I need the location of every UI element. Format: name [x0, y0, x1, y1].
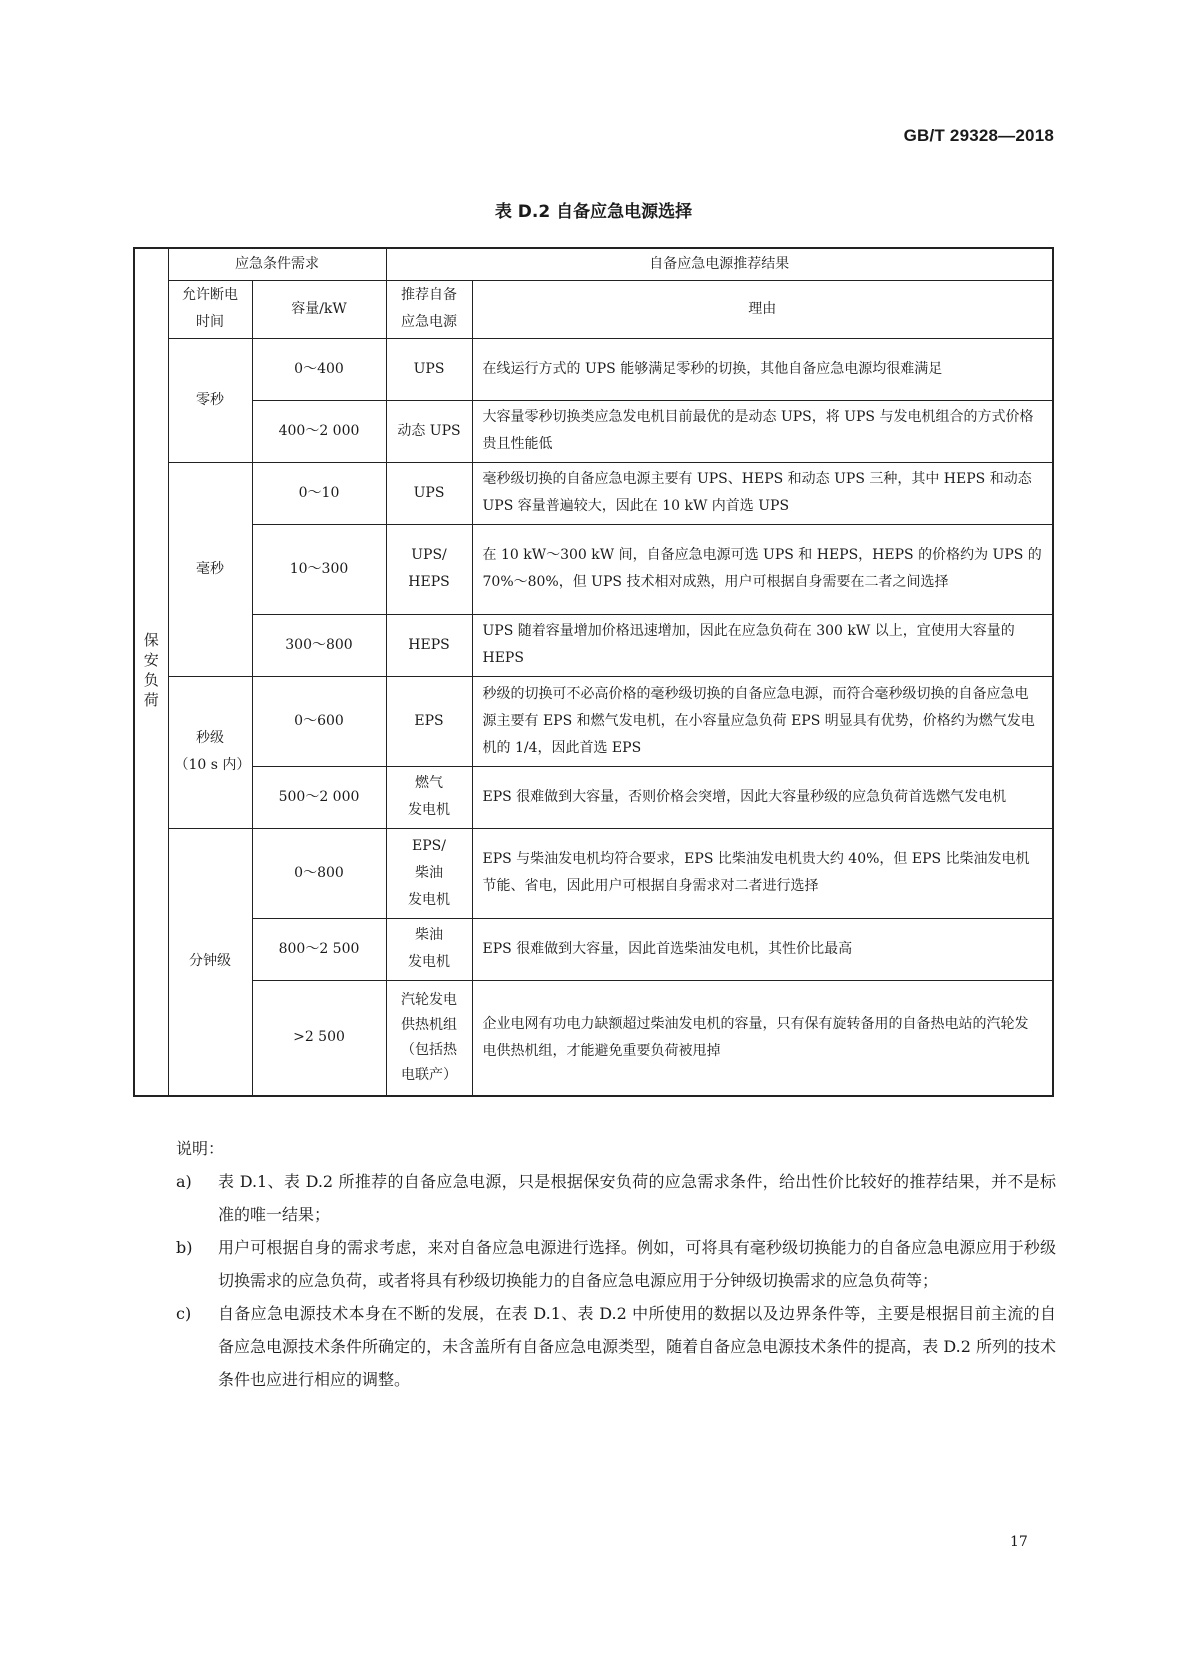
table-row — [134, 676, 1053, 766]
capacity-cell: 800～2 500 — [252, 918, 386, 980]
source-cell: 汽轮发电 供热机组 （包括热 电联产） — [386, 980, 472, 1096]
reason-cell: 大容量零秒切换类应急发电机目前最优的是动态 UPS，将 UPS 与发电机组合的方式价格贵且性能低 — [472, 400, 1053, 462]
table-row — [134, 462, 1053, 524]
capacity-cell: >2 500 — [252, 980, 386, 1096]
time-cell: 秒级 （10 s 内） — [168, 676, 252, 828]
reason-cell: 在 10 kW～300 kW 间，自备应急电源可选 UPS 和 HEPS，HEPS 的价格约为 UPS 的 70%～80%，但 UPS 技术相对成熟，用户可根据自身需要在二者之间选择 — [472, 524, 1053, 614]
reason-cell: EPS 很难做到大容量，因此首选柴油发电机，其性价比最高 — [472, 918, 1053, 980]
note-text: 自备应急电源技术本身在不断的发展，在表 D.1、表 D.2 中所使用的数据以及边界条件等，主要是根据目前主流的自备应急电源技术条件所确定的，未含盖所有自备应急电源类型，随着自备应急电源技术条件的提高，表 D.2 所列的技术条件也应进行相应的调整。 — [218, 1304, 1056, 1389]
note-text: 用户可根据自身的需求考虑，来对自备应急电源进行选择。例如，可将具有毫秒级切换能力的自备应急电源应用于秒级切换需求的应急负荷，或者将具有秒级切换能力的自备应急电源应用于分钟级切换需求的应急负荷等； — [218, 1238, 1056, 1290]
source-cell: UPS/ HEPS — [386, 524, 472, 614]
standard-number: GB/T 29328—2018 — [903, 126, 1054, 145]
source-cell: 柴油 发电机 — [386, 918, 472, 980]
table-row — [134, 524, 1053, 614]
table-row — [134, 766, 1053, 828]
time-cell: 分钟级 — [168, 828, 252, 1096]
capacity-cell: 0～400 — [252, 338, 386, 400]
side-label-cell — [134, 248, 168, 1096]
reason-cell: UPS 随着容量增加价格迅速增加，因此在应急负荷在 300 kW 以上，宜使用大容量的 HEPS — [472, 614, 1053, 676]
side-label: 保安负荷 — [143, 630, 159, 709]
capacity-cell: 500～2 000 — [252, 766, 386, 828]
note-item — [176, 1297, 1056, 1396]
time-cell: 零秒 — [168, 338, 252, 462]
source-cell: UPS — [386, 338, 472, 400]
col-header-source: 推荐自备 应急电源 — [386, 280, 472, 338]
reason-cell: EPS 很难做到大容量，否则价格会突增，因此大容量秒级的应急负荷首选燃气发电机 — [472, 766, 1053, 828]
reason-cell: 企业电网有功电力缺额超过柴油发电机的容量，只有保有旋转备用的自备热电站的汽轮发电供热机组，才能避免重要负荷被甩掉 — [472, 980, 1053, 1096]
source-cell: UPS — [386, 462, 472, 524]
note-text: 表 D.1、表 D.2 所推荐的自备应急电源，只是根据保安负荷的应急需求条件，给出性价比较好的推荐结果，并不是标准的唯一结果； — [218, 1172, 1056, 1224]
table-row — [134, 614, 1053, 676]
reason-cell: 毫秒级切换的自备应急电源主要有 UPS、HEPS 和动态 UPS 三种，其中 HEPS 和动态 UPS 容量普遍较大，因此在 10 kW 内首选 UPS — [472, 462, 1053, 524]
source-cell: 燃气 发电机 — [386, 766, 472, 828]
source-cell: EPS — [386, 676, 472, 766]
reason-cell: 秒级的切换可不必高价格的毫秒级切换的自备应急电源，而符合毫秒级切换的自备应急电源主要有 EPS 和燃气发电机，在小容量应急负荷 EPS 明显具有优势，价格约为燃气发电机的 1/4，因此首选 EPS — [472, 676, 1053, 766]
capacity-cell: 400～2 000 — [252, 400, 386, 462]
col-header-capacity: 容量/kW — [252, 280, 386, 338]
notes-section — [176, 1132, 1056, 1396]
table-row — [134, 400, 1053, 462]
note-label: a) — [176, 1172, 192, 1191]
note-item — [176, 1231, 1056, 1297]
table-row — [134, 338, 1053, 400]
note-label: c) — [176, 1304, 192, 1323]
reason-cell: EPS 与柴油发电机均符合要求，EPS 比柴油发电机贵大约 40%，但 EPS 比柴油发电机节能、省电，因此用户可根据自身需求对二者进行选择 — [472, 828, 1053, 918]
source-cell: HEPS — [386, 614, 472, 676]
note-label: b) — [176, 1238, 193, 1257]
power-source-table — [133, 247, 1054, 1097]
source-cell: 动态 UPS — [386, 400, 472, 462]
note-item — [176, 1165, 1056, 1231]
reason-cell: 在线运行方式的 UPS 能够满足零秒的切换，其他自备应急电源均很难满足 — [472, 338, 1053, 400]
col-header-reason: 理由 — [472, 280, 1053, 338]
capacity-cell: 0～10 — [252, 462, 386, 524]
header-group-left: 应急条件需求 — [168, 248, 386, 280]
table-row — [134, 918, 1053, 980]
capacity-cell: 0～600 — [252, 676, 386, 766]
source-cell: EPS/ 柴油 发电机 — [386, 828, 472, 918]
capacity-cell: 0～800 — [252, 828, 386, 918]
col-header-time: 允许断电 时间 — [168, 280, 252, 338]
page-number: 17 — [1010, 1534, 1028, 1550]
table-caption: 表 D.2 自备应急电源选择 — [494, 202, 693, 222]
table-row — [134, 828, 1053, 918]
capacity-cell: 10～300 — [252, 524, 386, 614]
notes-title: 说明： — [176, 1139, 225, 1158]
capacity-cell: 300～800 — [252, 614, 386, 676]
table-row — [134, 980, 1053, 1096]
header-group-right: 自备应急电源推荐结果 — [386, 248, 1053, 280]
time-cell: 毫秒 — [168, 462, 252, 676]
